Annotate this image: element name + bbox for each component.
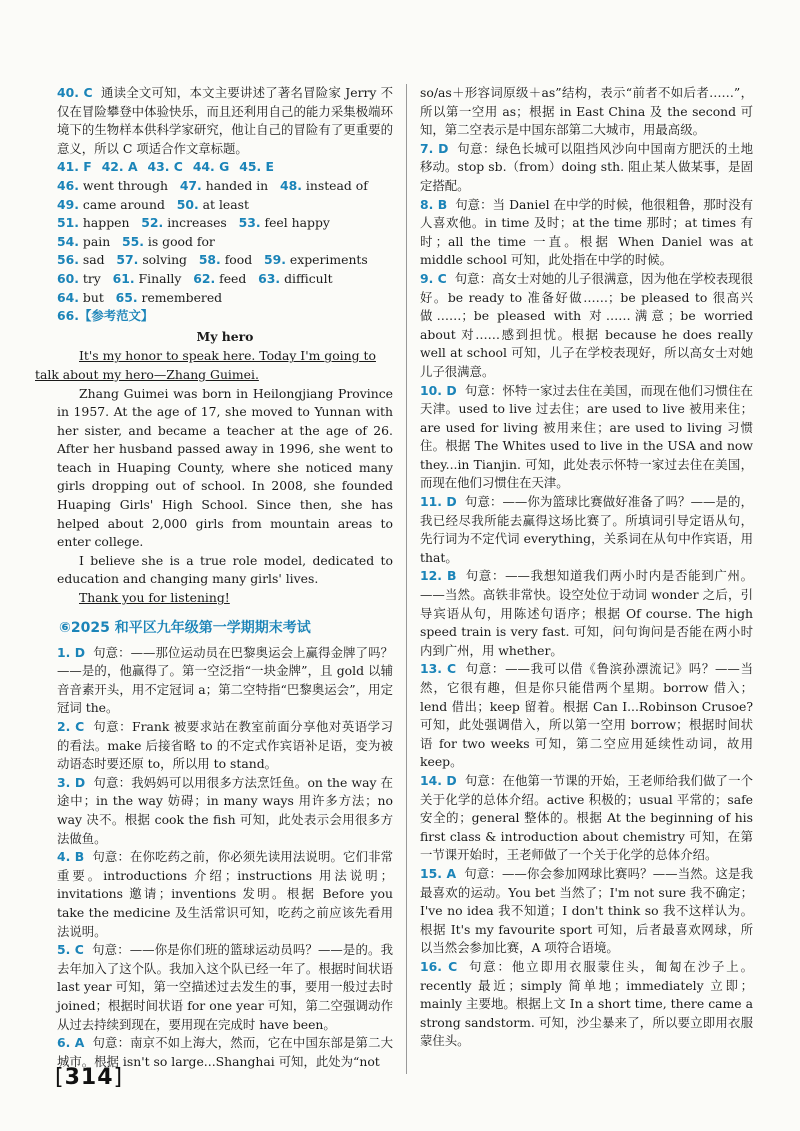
fill-answer: solving [142, 252, 187, 268]
answer-item [420, 140, 753, 196]
answer-item [420, 382, 753, 494]
fill-number: 61. [112, 270, 135, 286]
answer-item [57, 941, 393, 1034]
fill-number: 63. [258, 270, 281, 286]
fill-answer: is good for [147, 233, 215, 249]
answer-list-left [57, 644, 393, 1072]
answer-number: 13. C [420, 661, 457, 677]
sample-essay [35, 328, 393, 608]
fill-answer: instead of [305, 177, 368, 193]
fill-number: 52. [141, 215, 164, 231]
fill-number: 58. [198, 252, 221, 268]
fill-number: 47. [179, 177, 202, 193]
answer-number: 1. D [57, 644, 86, 660]
right-column [420, 84, 753, 1051]
answer-explanation: 通读全文可知，本文主要讲述了著名冒险家 Jerry 不仅在冒险攀登中体验快乐，而且还利用自己的能力采集极端环境下的生物样本供科学家研究，他让自己的冒险有了更重要的意义，所以 C 项适合作文章标题。 [57, 85, 393, 156]
fill-answer: went through [82, 177, 168, 193]
fill-number: 57. [116, 252, 139, 268]
answer-6-continued: so/as＋形容词原级＋as”结构，表示“前者不如后者……”，所以第一空用 as；根据 in East China 及 the second 可知，第二空表示是中国东部第二大城市，用最高级。 [420, 85, 753, 138]
answer-45: 45. E [239, 159, 274, 175]
fill-row [57, 289, 393, 308]
fill-number: 46. [57, 177, 79, 193]
answer-item [57, 774, 393, 848]
fill-answer: but [82, 289, 104, 305]
page-number: [314] [55, 1065, 124, 1090]
answer-number: 4. B [57, 849, 85, 865]
fill-number: 49. [57, 196, 79, 212]
fill-answer: try [82, 270, 101, 286]
answer-explanation: 句意：绿色长城可以阻挡风沙向中国南方肥沃的土地移动。stop sb.（from）doing sth. 阻止某人做某事，是固定搭配。 [420, 140, 753, 193]
sample-essay-label: 【参考范文】 [78, 308, 154, 324]
answer-item [420, 865, 753, 958]
page-number-value: 314 [64, 1065, 114, 1090]
answer-number: 9. C [420, 270, 447, 286]
fill-answer: pain [82, 233, 111, 249]
fill-number: 53. [238, 215, 261, 231]
fill-answer: experiments [289, 252, 368, 268]
essay-paragraph: Zhang Guimei was born in Heilongjiang Province in 1957. At the age of 17, she moved to Yunnan with her sister, and became a teacher at the age of 26. After her husband passed away in 1996, she went to teach in Huaping County, where she noticed many girls dropping out of school. In 2008, she founded Huaping Girls' High School. Since then, she has helped about 2,000 girls from mountain areas to enter college. [57, 385, 393, 550]
fill-answer: came around [82, 196, 165, 212]
fill-number: 48. [279, 177, 302, 193]
fill-row [57, 270, 393, 289]
fill-answer: happen [82, 215, 130, 231]
answer-number: 10. D [420, 382, 457, 398]
answer-item [420, 196, 753, 270]
fill-answer: increases [167, 215, 227, 231]
answer-explanation: 句意：他立即用衣服蒙住头，匍匐在沙子上。recently 最近；simply 简单地；immediately 立即；mainly 主要地。根据上文 In a short time, there came a strong sandstorm. 可知，沙尘暴来了，所以要立即用衣服蒙住头。 [420, 958, 753, 1049]
answer-number: 40. C [57, 85, 93, 100]
section-title: ⑥2025 和平区九年级第一学期期末考试 [59, 619, 311, 636]
fill-number: 60. [57, 270, 79, 286]
fill-answer: difficult [284, 270, 333, 286]
essay-paragraph [57, 589, 393, 608]
fill-answer: remembered [141, 289, 223, 305]
fill-answer: feel happy [264, 215, 330, 231]
answer-43: 43. C [147, 159, 183, 175]
column-divider [406, 84, 407, 1074]
answer-item [57, 848, 393, 941]
answer-number: 12. B [420, 568, 457, 584]
answer-explanation: 句意：当 Daniel 在中学的时候，他很粗鲁，那时没有人喜欢他。in time 及时；at the time 那时；at times 有时；all the time 一直。根据 When Daniel was at middle school 可知，此处指在中学的时候。 [420, 196, 753, 268]
left-column [35, 84, 394, 1071]
answer-number: 11. D [420, 494, 457, 510]
fill-number: 65. [115, 289, 138, 305]
answer-explanation: 句意：在他第一节课的开始，王老师给我们做了一个关于化学的总体介绍。active 积极的；usual 平常的；safe 安全的；general 整体的。根据 At the beginning of his first class & introduction about chemistry 可知，在第一节课开始时，王老师做了一个关于化学的总体介绍。 [420, 772, 753, 863]
answer-explanation: 句意：怀特一家过去住在美国，而现在他们习惯住在天津。used to live 过去住；are used to live 被用来住；are used for living 被用来住；are used to living 习惯住。根据 The Whites used to live in the USA and now they...in Tianjin. 可知，此处表示怀特一家过去住在美国，而现在他们习惯住在天津。 [420, 382, 753, 491]
fill-answer: sad [82, 252, 105, 268]
answers-41-45 [57, 158, 393, 177]
fill-number: 51. [57, 215, 79, 231]
answer-number: 2. C [57, 719, 85, 734]
fill-number: 62. [193, 270, 216, 286]
answer-explanation: 句意：——你会参加网球比赛吗？——当然。这是我最喜欢的运动。You bet 当然了；I'm not sure 我不确定；I've no idea 我不知道；I don't think so 我不这样认为。根据 It's my favourite sport 可知，后者最喜欢网球，所以当然会参加比赛，A 项符合语境。 [420, 865, 753, 956]
answer-explanation: 句意：南京不如上海大，然而，它在中国东部是第二大城市。根据 isn't so large...Shanghai 可知，此处为“not [57, 1035, 394, 1069]
fill-number: 56. [57, 252, 79, 268]
fill-row [57, 196, 393, 215]
answer-number: 8. B [420, 196, 448, 212]
answer-explanation: 句意：高女士对她的儿子很满意，因为他在学校表现很好。be ready to 准备好做……；be pleased to 很高兴做……；be pleased with 对……满意；be worried about 对……感到担忧。根据 because he does really well at school 可知，儿子在学校表现好，所以高女士对她儿子很满意。 [420, 270, 753, 379]
answer-number: 6. A [57, 1035, 85, 1051]
fill-answer: food [224, 252, 253, 268]
answer-number: 5. C [57, 942, 84, 958]
fill-number: 59. [263, 252, 286, 268]
answer-42: 42. A [101, 159, 138, 175]
fill-answer: Finally [138, 270, 182, 286]
answer-number: 3. D [57, 774, 86, 790]
answer-explanation: 句意：在你吃药之前，你必须先读用法说明。它们非常重要。introductions 介绍；instructions 用法说明；invitations 邀请；inventions 发明。根据 Before you take the medicine 及生活常识可知，吃药之前应该先看用法说明。 [57, 849, 394, 939]
answer-item [420, 493, 753, 567]
answer-item [420, 567, 753, 660]
fill-number: 50. [176, 196, 199, 212]
fill-row [57, 214, 393, 233]
answer-41: 41. F [57, 159, 92, 175]
answer-explanation: 句意：——你为篮球比赛做好准备了吗？——是的，我已经尽我所能去赢得这场比赛了。所填词引导定语从句，先行词为不定代词 everything，关系词在从句中作宾语，用 that。 [420, 494, 753, 565]
answer-explanation: 句意：我妈妈可以用很多方法烹饪鱼。on the way 在途中；in the way 妨碍；in many ways 用许多方法；no way 决不。根据 cook the fish 可知，此处表示会用很多方法做鱼。 [57, 774, 393, 846]
answer-item [420, 772, 753, 865]
answer-number: 7. D [420, 140, 449, 156]
essay-paragraph [35, 347, 393, 384]
answer-number: 14. D [420, 772, 457, 788]
fill-number: 64. [57, 289, 79, 305]
answer-item [420, 660, 753, 772]
fill-row [57, 233, 393, 252]
answer-66 [57, 307, 393, 326]
fill-row [57, 177, 393, 196]
answer-number: 15. A [420, 865, 457, 881]
fill-row [57, 251, 393, 270]
essay-text: Thank you for listening! [79, 590, 230, 606]
fill-in-answers [57, 177, 393, 307]
fill-number: 54. [57, 233, 79, 249]
fill-number: 55. [122, 233, 144, 249]
answer-number: 16. C [420, 958, 458, 974]
essay-title: My hero [196, 328, 254, 344]
essay-paragraph: I believe she is a true role model, dedicated to education and changing many girls' lives. [57, 552, 393, 587]
answer-explanation: 句意：——你是你们班的篮球运动员吗？——是的。我去年加入了这个队。我加入这个队已经一年了。根据时间状语 last year 可知，第一空描述过去发生的事，要用一般过去时 joined；根据时间状语 for one year 可知，第二空强调动作从过去持续到现在，要用现在完成时 have been。 [57, 942, 393, 1032]
answer-40 [57, 84, 393, 158]
answer-44: 44. G [192, 159, 230, 175]
answer-item [57, 718, 393, 774]
essay-text: talk about my hero—Zhang Guimei. [35, 366, 259, 382]
answer-explanation: 句意：Frank 被要求站在教室前面分享他对英语学习的看法。make 后接省略 to 的不定式作宾语补足语，变为被动语态时要还原 to，所以用 to stand。 [57, 719, 393, 772]
fill-answer: feed [219, 270, 247, 286]
fill-answer: at least [202, 196, 249, 212]
answer-item [420, 958, 753, 1051]
answer-item [420, 270, 753, 382]
answer-explanation: 句意：——我可以借《鲁滨孙漂流记》吗？——当然，它很有趣，但是你只能借两个星期。borrow 借入；lend 借出；keep 留着。根据 Can I...Robinson Crusoe? 可知，此处强调借入，所以第一空用 borrow；根据时间状语 for two weeks 可知，第二空应用延续性动词，故用 keep。 [420, 661, 753, 770]
answer-explanation: 句意：——我想知道我们两小时内是否能到广州。——当然。高铁非常快。设空处位于动词 wonder 之后，引导宾语从句，用陈述句语序；根据 Of course. The high speed train is very fast. 可知，问句询问是否能在两小时内到广州，用 whether。 [420, 568, 753, 658]
essay-text: It's my honor to speak here. Today I'm going to [79, 348, 376, 364]
fill-answer: handed in [205, 177, 269, 193]
answer-explanation: 句意：——那位运动员在巴黎奥运会上赢得金牌了吗？——是的，他赢得了。第一空泛指“一块金牌”，且 gold 以辅音音素开头，用不定冠词 a；第二空特指“巴黎奥运会”，用定冠词 the。 [57, 644, 393, 716]
answer-item [57, 644, 393, 718]
answer-number: 66. [57, 308, 79, 324]
